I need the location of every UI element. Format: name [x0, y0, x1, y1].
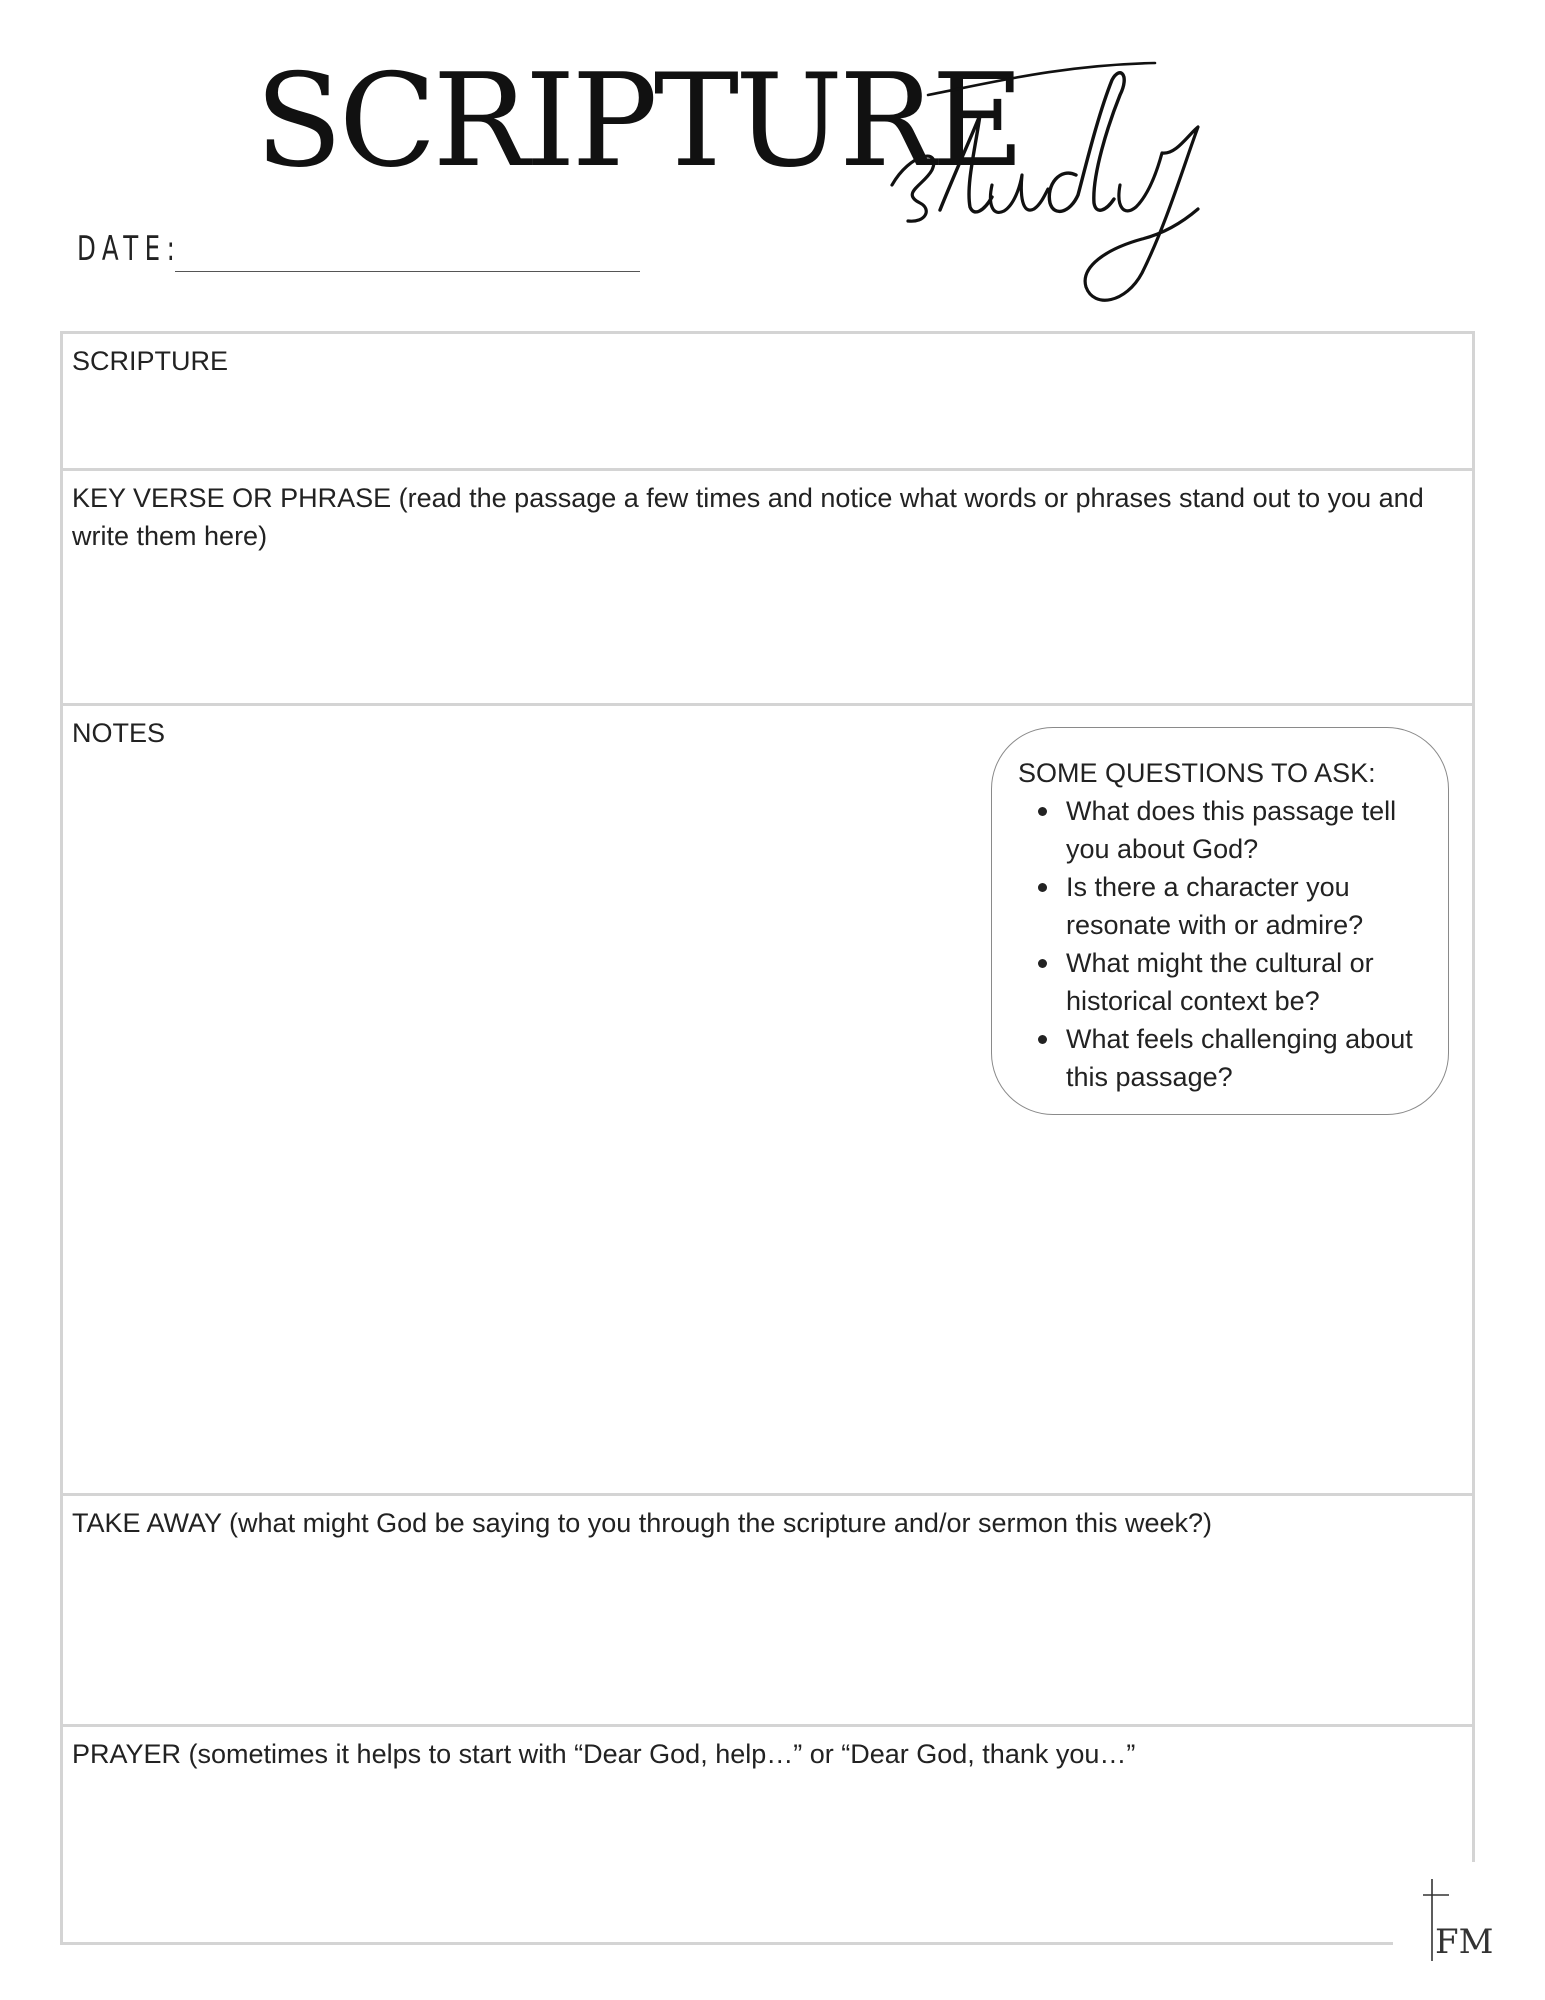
scripture-label: SCRIPTURE — [72, 346, 229, 376]
question-item — [1018, 792, 1428, 868]
key-verse-section[interactable] — [63, 468, 1472, 703]
question-item — [1018, 1020, 1428, 1096]
question-text: What feels challenging about this passage? — [1066, 1024, 1413, 1092]
scripture-section[interactable] — [63, 334, 1472, 468]
notes-label: NOTES — [72, 718, 166, 748]
form-bottom-border — [60, 1942, 1393, 1945]
take-away-section[interactable] — [63, 1493, 1472, 1724]
prayer-label: PRAYER (sometimes it helps to start with “Dear God, help…” or “Dear God, thank you…” — [72, 1739, 1136, 1769]
title-script-study — [880, 35, 1210, 315]
bullet-icon — [1038, 1035, 1047, 1044]
page-title: SCRIPTURE — [255, 47, 1021, 196]
question-text: What might the cultural or historical context be? — [1066, 948, 1374, 1016]
take-away-label: TAKE AWAY (what might God be saying to you through the scripture and/or sermon this week?) — [72, 1508, 1213, 1538]
bullet-icon — [1038, 807, 1047, 816]
date-input-line[interactable] — [175, 271, 640, 272]
key-verse-label: KEY VERSE OR PHRASE (read the passage a few times and notice what words or phrases stand out to you and write them here) — [72, 483, 1424, 551]
logo-text: FM — [1435, 1922, 1494, 1962]
bullet-icon — [1038, 883, 1047, 892]
questions-callout — [991, 727, 1449, 1115]
question-item — [1018, 868, 1428, 944]
study-form — [60, 331, 1475, 1945]
date-label: DATE: — [77, 229, 182, 269]
prayer-section[interactable] — [63, 1724, 1472, 1948]
question-text: What does this passage tell you about God? — [1066, 796, 1397, 864]
question-text: Is there a character you resonate with or admire? — [1066, 872, 1364, 940]
fm-logo — [1415, 1877, 1495, 1962]
bullet-icon — [1038, 959, 1047, 968]
question-item — [1018, 944, 1428, 1020]
questions-title: SOME QUESTIONS TO ASK: — [1018, 758, 1376, 788]
questions-list — [1018, 792, 1428, 1096]
